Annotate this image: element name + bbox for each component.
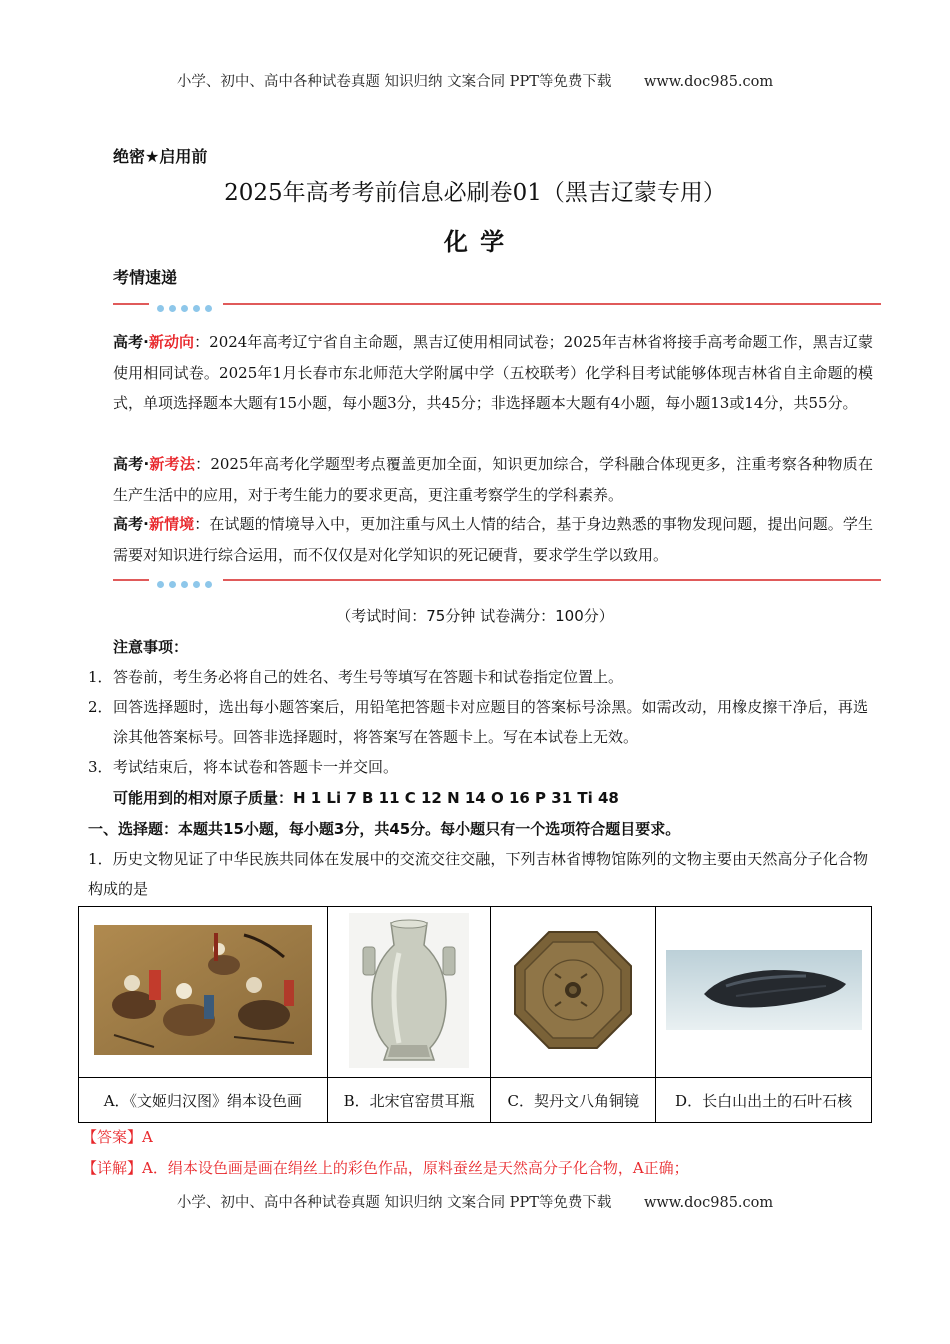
header-site[interactable]: www.doc985.com	[643, 74, 774, 90]
page-footer	[0, 1191, 950, 1212]
block-text: 2024年高考辽宁省自主命题，黑吉辽使用相同试卷；2025年吉林省将接手高考命题工作，黑吉辽蒙使用相同试卷。2025年1月长春市东北师范大学附属中学（五校联考）化学科目考试能够体现吉林省自主命题的模式，单项选择题本大题有15小题，每小题3分，共45分；非选择题本大题有4小题，每小题13或14分，共55分。	[113, 333, 873, 412]
note-number: 2．	[88, 698, 113, 716]
note-text: 答卷前，考生务必将自己的姓名、考生号等填写在答题卡和试卷指定位置上。	[113, 668, 624, 686]
header-text: 小学、初中、高中各种试卷真题 知识归纳 文案合同 PPT等免费下载	[176, 74, 612, 90]
detail-tag: 【详解】	[82, 1159, 143, 1177]
info-block-trend	[113, 327, 873, 419]
painting-image	[94, 925, 312, 1055]
options-table	[78, 906, 872, 1123]
divider-top	[113, 296, 881, 312]
vase-image	[349, 913, 469, 1068]
block-label: 新考法	[149, 455, 196, 473]
question-1	[88, 844, 868, 904]
option-a[interactable]: A．《文姬归汉图》绢本设色画	[79, 1078, 328, 1123]
paper-title: 2025年高考考前信息必刷卷01（黑吉辽蒙专用）	[224, 180, 726, 206]
block-text: 在试题的情境导入中，更加注重与风土人情的结合，基于身边熟悉的事物发现问题，提出问题。学生需要对知识进行综合运用，而不仅仅是对化学知识的死记硬背，要求学生学以致用。	[113, 515, 873, 564]
section-heading: 考情速递	[113, 268, 178, 287]
answer-value: A	[142, 1128, 153, 1146]
option-c-image-cell	[491, 907, 656, 1078]
answer-line	[82, 1126, 153, 1147]
question-text: 历史文物见证了中华民族共同体在发展中的交流交往交融，下列吉林省博物馆陈列的文物主要由天然高分子化合物构成的是	[88, 850, 868, 898]
option-b[interactable]: B．北宋官窑贯耳瓶	[327, 1078, 491, 1123]
bronze-mirror-image	[509, 926, 637, 1054]
block-prefix: 高考·	[113, 333, 149, 351]
block-colon: ：	[194, 333, 210, 351]
note-number: 1．	[88, 668, 113, 686]
exam-info: （考试时间：75分钟 试卷满分：100分）	[336, 607, 614, 625]
part-one-heading: 一、选择题：本题共15小题，每小题3分，共45分。每小题只有一个选项符合题目要求。	[88, 820, 681, 838]
note-item	[88, 692, 868, 752]
notes-title: 注意事项：	[113, 638, 189, 656]
option-b-image-cell	[327, 907, 491, 1078]
subject-title: 化 学	[443, 228, 507, 256]
option-d-image-cell	[656, 907, 872, 1078]
divider-bottom	[113, 572, 881, 588]
question-number: 1．	[88, 850, 113, 868]
stone-core-image	[666, 950, 862, 1030]
note-text: 回答选择题时，选出每小题答案后，用铅笔把答题卡对应题目的答案标号涂黑。如需改动，用橡皮擦干净后，再选涂其他答案标号。回答非选择题时，将答案写在答题卡上。写在本试卷上无效。	[113, 698, 868, 746]
info-block-method	[113, 449, 873, 510]
info-block-context	[113, 509, 873, 570]
block-prefix: 高考·	[113, 515, 149, 533]
note-item	[88, 752, 868, 782]
block-colon: ：	[195, 455, 211, 473]
note-item	[88, 662, 868, 692]
note-text: 考试结束后，将本试卷和答题卡一并交回。	[113, 758, 399, 776]
option-a-image-cell	[79, 907, 328, 1078]
block-colon: ：	[194, 515, 210, 533]
detail-line	[82, 1157, 689, 1178]
confidential-mark: 绝密★启用前	[113, 147, 208, 166]
answer-tag: 【答案】	[82, 1128, 143, 1146]
footer-site[interactable]: www.doc985.com	[643, 1195, 774, 1211]
detail-text: A．绢本设色画是画在绢丝上的彩色作品，原料蚕丝是天然高分子化合物，A正确；	[142, 1159, 689, 1177]
block-label: 新情境	[148, 515, 195, 533]
block-label: 新动向	[148, 333, 195, 351]
block-prefix: 高考·	[113, 455, 150, 473]
page-header	[0, 70, 950, 91]
block-text: 2025年高考化学题型考点覆盖更加全面，知识更加综合，学科融合体现更多，注重考察各种物质在生产生活中的应用，对于考生能力的要求更高，更注重考察学生的学科素养。	[113, 455, 873, 504]
footer-text: 小学、初中、高中各种试卷真题 知识归纳 文案合同 PPT等免费下载	[176, 1195, 612, 1211]
option-d[interactable]: D．长白山出土的石叶石核	[656, 1078, 872, 1123]
atomic-masses: 可能用到的相对原子质量：H 1 Li 7 B 11 C 12 N 14 O 16 P 31 Ti 48	[113, 789, 619, 807]
option-c[interactable]: C．契丹文八角铜镜	[491, 1078, 656, 1123]
note-number: 3．	[88, 758, 113, 776]
